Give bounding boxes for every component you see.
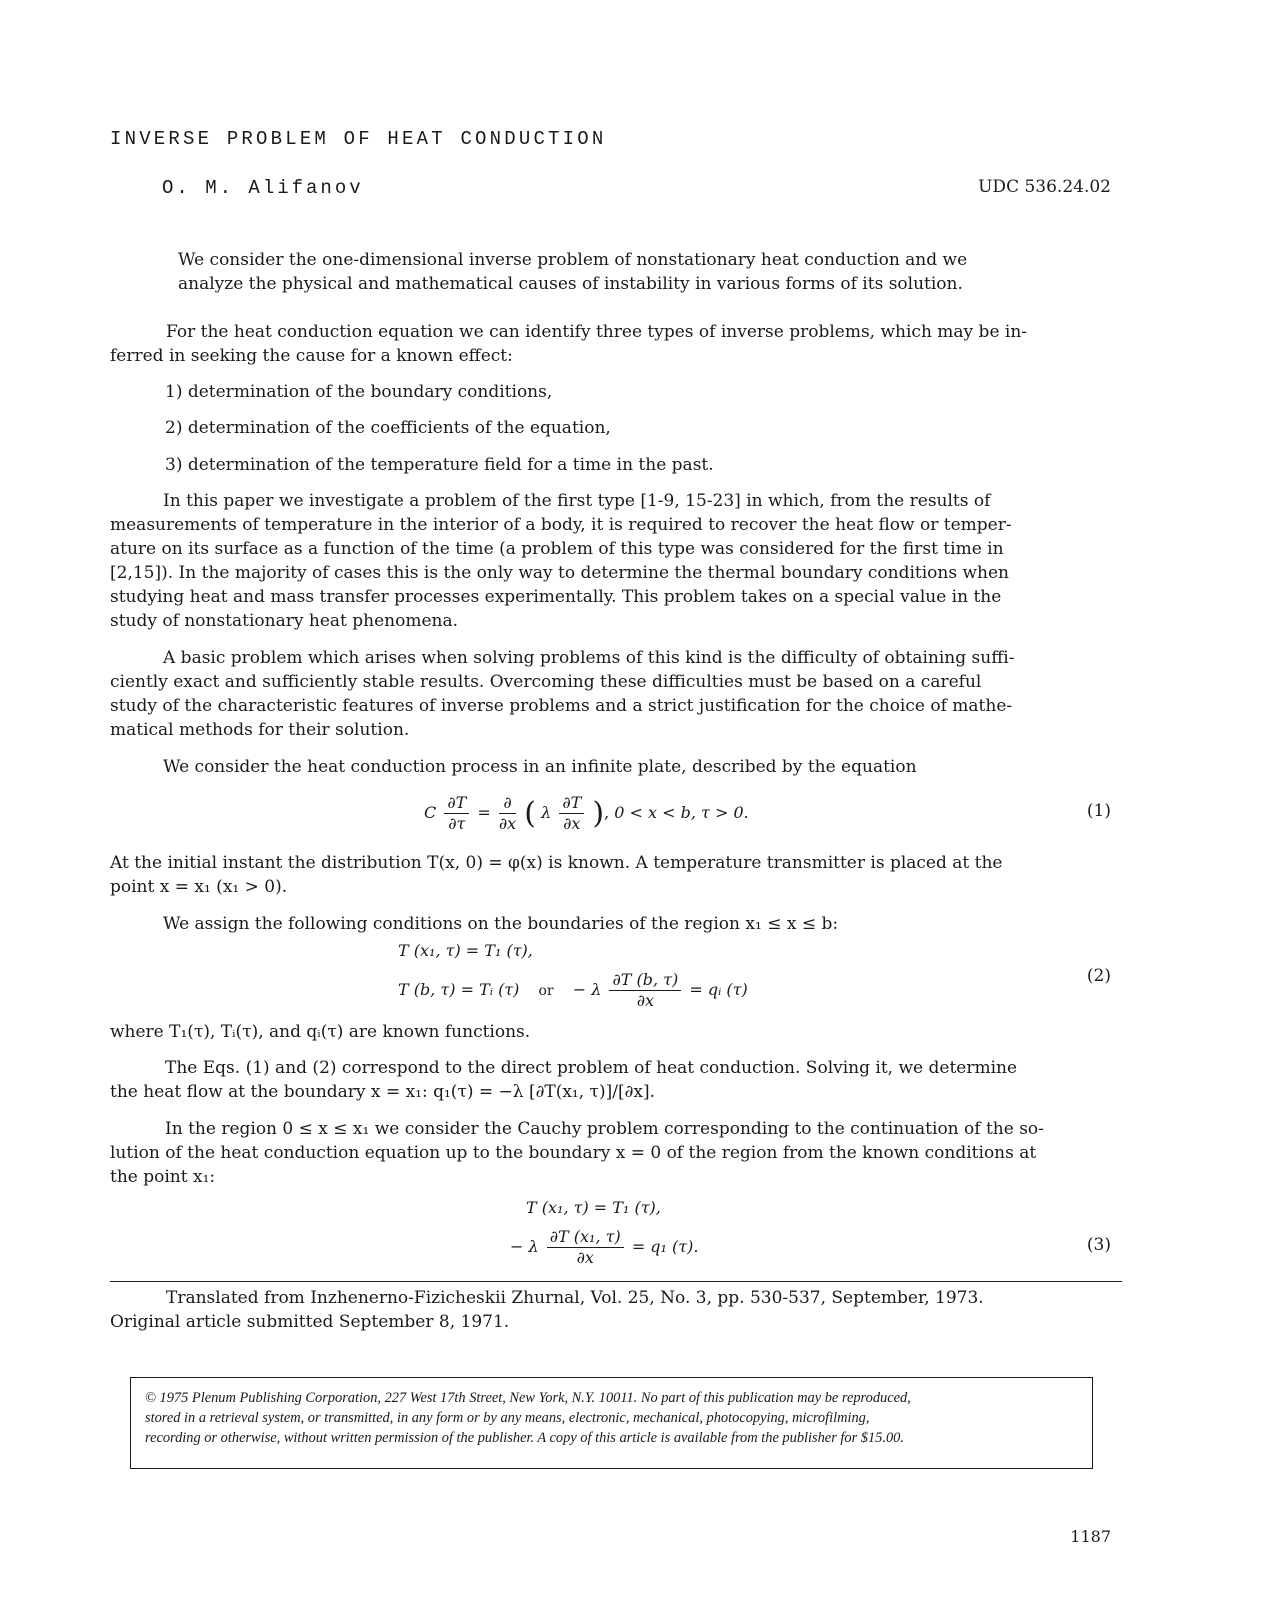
eq-fraction: [609, 970, 681, 1011]
text-line: point x = x₁ (x₁ > 0).: [110, 877, 288, 897]
text-line: For the heat conduction equation we can identify three types of inverse problems, which may be in-: [166, 322, 1028, 342]
equation-2-line-1: T (x₁, τ) = T₁ (τ),: [398, 941, 533, 960]
frac-denominator: ∂x: [563, 814, 581, 833]
abstract: [178, 248, 967, 296]
eq-fraction: [444, 793, 469, 834]
eq-fraction: [559, 793, 584, 834]
frac-denominator: ∂x: [498, 814, 517, 833]
text-line: ferred in seeking the cause for a known effect:: [110, 346, 513, 366]
eq-minus-lambda: − λ: [572, 980, 602, 999]
translation-note: [110, 1286, 984, 1334]
eq-conditions: 0 < x < b, τ > 0.: [614, 803, 749, 822]
consider-line: We consider the heat conduction process in an infinite plate, described by the equation: [163, 757, 917, 777]
abstract-line: analyze the physical and mathematical causes of instability in various forms of its solution.: [178, 274, 963, 294]
text-line: ciently exact and sufficiently stable results. Overcoming these difficulties must be based on a careful: [110, 672, 982, 692]
paper-title: INVERSE PROBLEM OF HEAT CONDUCTION: [110, 128, 607, 150]
text-line: In the region 0 ≤ x ≤ x₁ we consider the Cauchy problem corresponding to the continuation of the so-: [165, 1119, 1044, 1139]
list-item: 2) determination of the coefficients of the equation,: [165, 418, 611, 438]
page-number: 1187: [1070, 1527, 1111, 1546]
text-line: Original article submitted September 8, 1971.: [110, 1312, 510, 1332]
copyright-box: [130, 1377, 1093, 1469]
author-name: O. M. Alifanov: [162, 177, 364, 199]
frac-numerator: ∂T: [444, 793, 469, 814]
equation-3-line-2: [510, 1227, 698, 1268]
frac-numerator: ∂T: [559, 793, 584, 814]
copyright-line: © 1975 Plenum Publishing Corporation, 227 West 17th Street, New York, N.Y. 10011. No part of this publication may be reproduced,: [145, 1390, 911, 1406]
paren-open: (: [524, 796, 536, 831]
text-line: [2,15]). In the majority of cases this is the only way to determine the thermal boundary conditions when: [110, 563, 1009, 583]
where-line: where T₁(τ), Tᵢ(τ), and qᵢ(τ) are known functions.: [110, 1022, 531, 1042]
first-type-paragraph: [110, 489, 1012, 633]
list-item: 1) determination of the boundary conditions,: [165, 382, 553, 402]
text-line: A basic problem which arises when solving problems of this kind is the difficulty of obtaining suffi-: [163, 648, 1015, 668]
frac-numerator: ∂T (x₁, τ): [547, 1227, 624, 1248]
udc-code: UDC 536.24.02: [978, 177, 1111, 197]
initial-paragraph: [110, 851, 1002, 899]
list-item: 3) determination of the temperature field for a time in the past.: [165, 455, 714, 475]
eq-coefficient: C: [424, 803, 437, 822]
comma: ,: [604, 803, 610, 822]
text-line: study of nonstationary heat phenomena.: [110, 611, 458, 631]
frac-numerator: ∂: [499, 793, 516, 814]
text-line: ature on its surface as a function of the time (a problem of this type was considered for the first time in: [110, 539, 1004, 559]
equation-2-line-2: [398, 970, 748, 1011]
eq-minus-lambda: − λ: [510, 1237, 539, 1256]
equation-number: (1): [1086, 801, 1111, 821]
text-line: measurements of temperature in the interior of a body, it is required to recover the heat flow or temper-: [110, 515, 1012, 535]
eq-fraction: [547, 1227, 624, 1268]
frac-denominator: ∂x: [636, 991, 654, 1010]
text-line: In this paper we investigate a problem of the first type [1-9, 15-23] in which, from the results of: [163, 491, 991, 511]
frac-denominator: ∂x: [576, 1248, 594, 1267]
eq-equals: =: [477, 803, 491, 822]
frac-numerator: ∂T (b, τ): [609, 970, 681, 991]
basic-problem-paragraph: [110, 646, 1014, 742]
equation-number: (2): [1086, 966, 1111, 986]
footnote-rule: [110, 1281, 1122, 1282]
abstract-line: We consider the one-dimensional inverse problem of nonstationary heat conduction and we: [178, 250, 968, 270]
text-line: study of the characteristic features of inverse problems and a strict justification for the choice of mathe-: [110, 696, 1013, 716]
text-line: the point x₁:: [110, 1167, 216, 1187]
copyright-line: stored in a retrieval system, or transmitted, in any form or by any means, electronic, mechanical, photocopying, microfilming,: [145, 1410, 870, 1426]
equation-1: [424, 793, 749, 834]
eq-rhs: = q₁ (τ).: [631, 1237, 699, 1256]
intro-paragraph: [110, 320, 1027, 368]
copyright-line: recording or otherwise, without written permission of the publisher. A copy of this article is available from the publisher for $15.00.: [145, 1430, 904, 1446]
equation-3-line-1: T (x₁, τ) = T₁ (τ),: [526, 1198, 661, 1217]
direct-problem-paragraph: [110, 1056, 1017, 1104]
text-line: lution of the heat conduction equation up to the boundary x = 0 of the region from the known conditions at: [110, 1143, 1037, 1163]
text-line: matical methods for their solution.: [110, 720, 410, 740]
text-line: At the initial instant the distribution T(x, 0) = φ(x) is known. A temperature transmitter is placed at the: [110, 853, 1003, 873]
eq-fraction: [499, 793, 516, 834]
text-line: the heat flow at the boundary x = x₁: q₁(τ) = −λ [∂T(x₁, τ)]/[∂x].: [110, 1082, 655, 1102]
eq-lambda: λ: [541, 803, 552, 822]
paren-close: ): [592, 796, 605, 831]
frac-denominator: ∂τ: [448, 814, 466, 833]
region-paragraph: [110, 1117, 1044, 1189]
eq-boundary-temperature: T (b, τ) = Tᵢ (τ): [398, 980, 520, 999]
assign-line: We assign the following conditions on the boundaries of the region x₁ ≤ x ≤ b:: [163, 914, 839, 934]
eq-or: or: [538, 983, 554, 999]
text-line: Translated from Inzhenerno-Fizicheskii Zhurnal, Vol. 25, No. 3, pp. 530-537, September, 1973.: [166, 1288, 984, 1308]
text-line: The Eqs. (1) and (2) correspond to the direct problem of heat conduction. Solving it, we determine: [165, 1058, 1018, 1078]
eq-rhs: = qᵢ (τ): [689, 980, 748, 999]
text-line: studying heat and mass transfer processes experimentally. This problem takes on a special value in the: [110, 587, 1002, 607]
equation-number: (3): [1086, 1235, 1111, 1255]
